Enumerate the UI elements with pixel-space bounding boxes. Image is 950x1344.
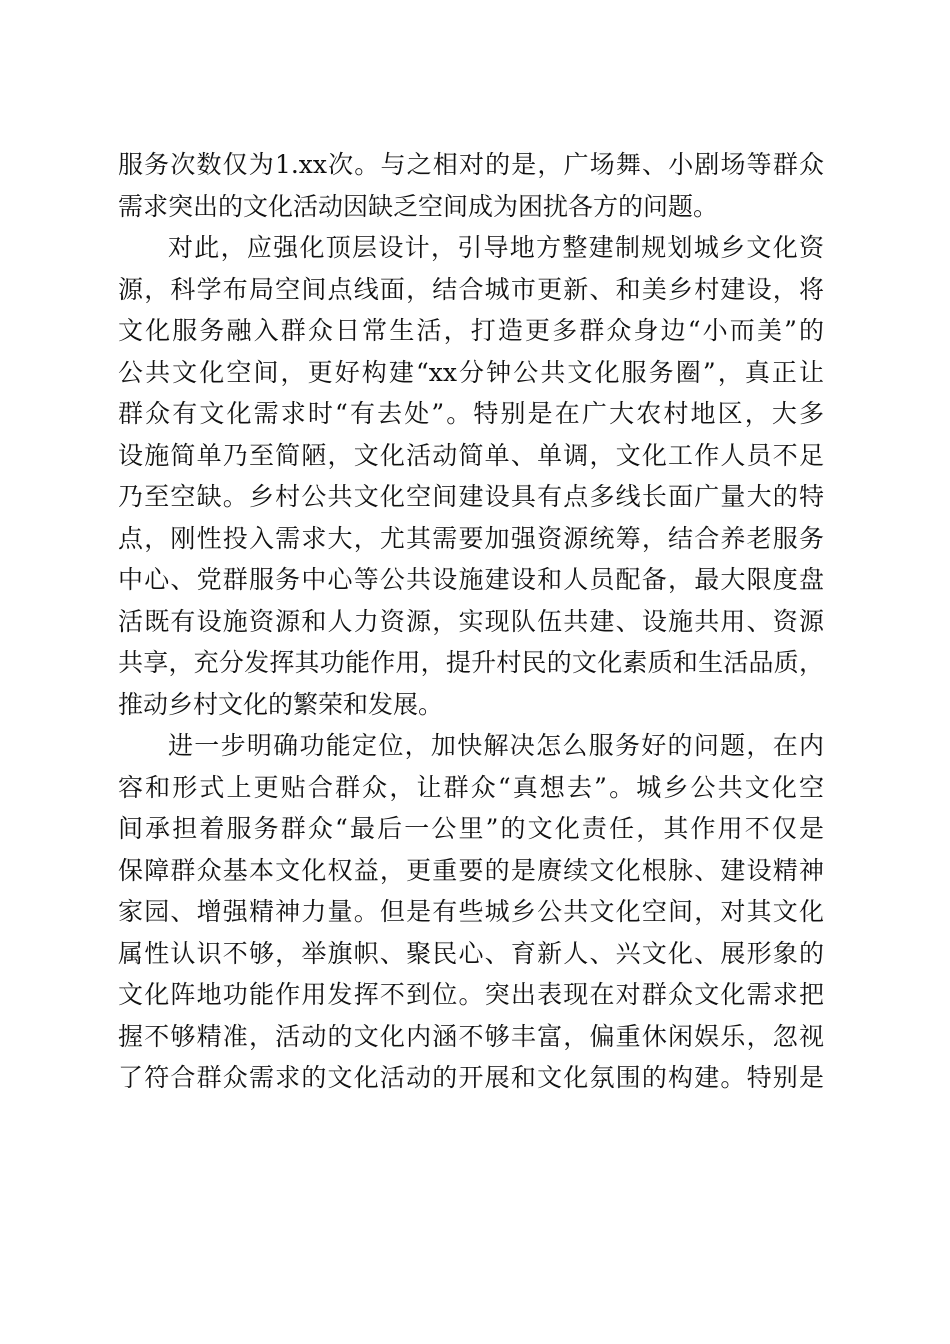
text-line: 了符合群众需求的文化活动的开展和文化氛围的构建。特别是: [118, 1063, 824, 1092]
text-line: 推动乡村文化的繁荣和发展。: [118, 689, 444, 719]
paragraph-3: [118, 725, 824, 1099]
text-line: 对此，应强化顶层设计，引导地方整建制规划城乡文化资: [168, 233, 824, 262]
text-line: 握不够精准，活动的文化内涵不够丰富，偏重休闲娱乐，忽视: [118, 1021, 824, 1051]
text-line: 文化服务融入群众日常生活，打造更多群众身边“小而美”的: [118, 316, 824, 345]
paragraph-2: [118, 227, 824, 725]
text-line: 进一步明确功能定位，加快解决怎么服务好的问题，在内: [168, 731, 824, 760]
text-line: 保障群众基本文化权益，更重要的是赓续文化根脉、建设精神: [118, 855, 824, 885]
text-line: 文化阵地功能作用发挥不到位。突出表现在对群众文化需求把: [118, 980, 824, 1009]
text-line: 点，刚性投入需求大，尤其需要加强资源统筹，结合养老服务: [118, 523, 824, 553]
text-line: 属性认识不够，举旗帜、聚民心、育新人、兴文化、展形象的: [118, 938, 824, 968]
text-line: 家园、增强精神力量。但是有些城乡公共文化空间，对其文化: [118, 897, 824, 926]
text-line: 中心、党群服务中心等公共设施建设和人员配备，最大限度盘: [118, 565, 824, 594]
paragraph-1: [118, 144, 824, 227]
text-line: 容和形式上更贴合群众，让群众“真想去”。城乡公共文化空: [118, 772, 824, 802]
text-line: 源，科学布局空间点线面，结合城市更新、和美乡村建设，将: [118, 274, 824, 304]
text-line: 服务次数仅为1.xx次。与之相对的是，广场舞、小剧场等群众: [118, 150, 824, 179]
document-body: [118, 144, 824, 1099]
text-line: 公共文化空间，更好构建“xx分钟公共文化服务圈”，真正让: [118, 357, 824, 387]
text-line: 设施简单乃至简陋，文化活动简单、单调，文化工作人员不足: [118, 440, 824, 470]
text-line: 活既有设施资源和人力资源，实现队伍共建、设施共用、资源: [118, 606, 824, 636]
text-line: 群众有文化需求时“有去处”。特别是在广大农村地区，大多: [118, 399, 824, 428]
text-line: 间承担着服务群众“最后一公里”的文化责任，其作用不仅是: [118, 814, 824, 843]
text-line: 乃至空缺。乡村公共文化空间建设具有点多线长面广量大的特: [118, 482, 824, 511]
text-line: 共享，充分发挥其功能作用，提升村民的文化素质和生活品质，: [118, 648, 824, 677]
text-line: 需求突出的文化活动因缺乏空间成为困扰各方的问题。: [118, 191, 719, 221]
